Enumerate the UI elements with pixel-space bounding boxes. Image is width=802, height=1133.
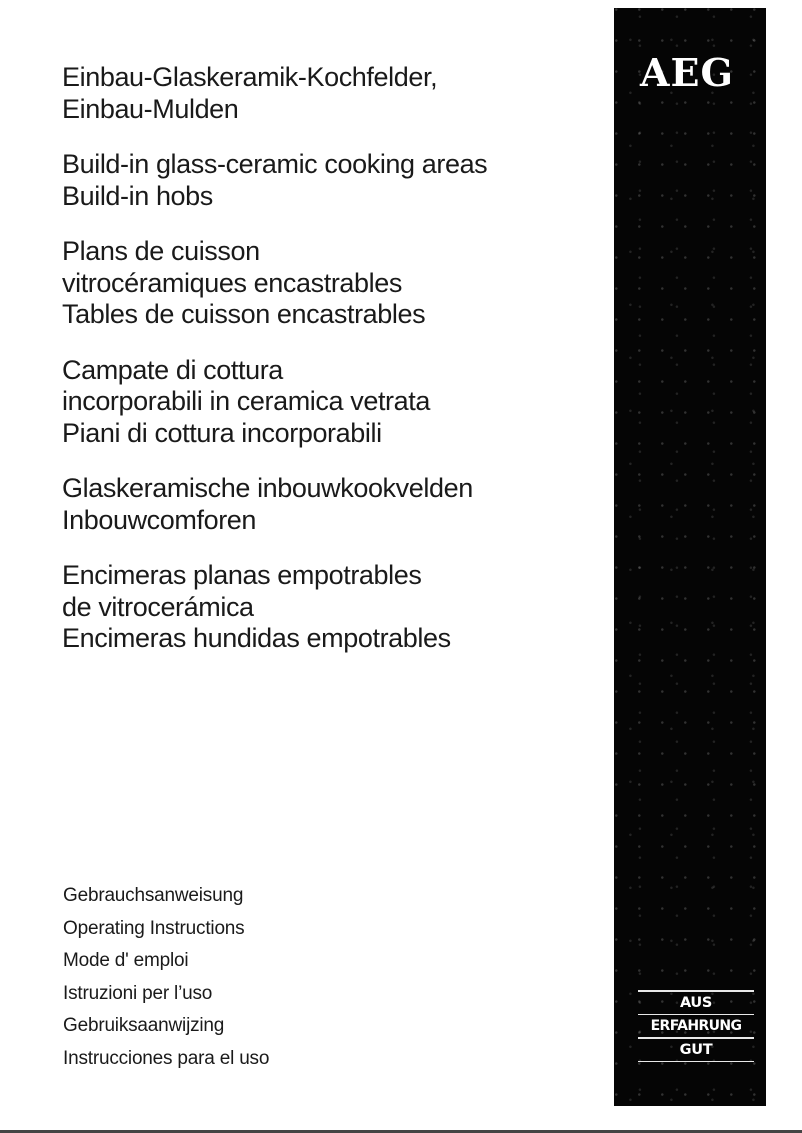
title-line: Einbau-Glaskeramik-Kochfelder, — [62, 62, 438, 92]
instructions-list — [63, 880, 269, 1075]
title-group-en — [62, 149, 602, 212]
aeg-logo: AEG — [640, 50, 734, 95]
title-group-it — [62, 355, 602, 450]
title-line: incorporabili in ceramica vetrata — [62, 386, 430, 416]
title-line: Encimeras hundidas empotrables — [62, 623, 451, 653]
title-line: Piani di cottura incorporabili — [62, 417, 382, 448]
title-line: Inbouwcomforen — [62, 504, 257, 535]
title-line: Encimeras planas empotrables — [62, 560, 422, 590]
motto-divider — [638, 1061, 754, 1063]
title-line: Campate di cottura — [62, 354, 283, 385]
title-line: Build-in hobs — [62, 180, 213, 211]
title-line: Glaskeramische inbouwkookvelden — [62, 473, 473, 503]
title-group-es — [62, 560, 602, 655]
instruction-label-de: Gebrauchsanweisung — [63, 885, 244, 906]
title-line: Plans de cuisson — [62, 236, 260, 266]
title-line: vitrocéramiques encastrables — [62, 267, 402, 298]
title-line: Tables de cuisson encastrables — [62, 299, 426, 329]
title-line: Einbau-Mulden — [62, 93, 239, 124]
motto-word: ERFAHRUNG — [650, 1018, 742, 1034]
instruction-label-it: Istruzioni per l’uso — [63, 982, 213, 1004]
brand-band — [614, 8, 766, 1106]
title-group-de — [62, 62, 602, 125]
instruction-label-en: Operating Instructions — [63, 917, 245, 939]
instruction-label-es: Instrucciones para el uso — [63, 1047, 270, 1069]
motto-word: GUT — [679, 1041, 713, 1058]
motto-block — [638, 990, 754, 1062]
instruction-label-nl: Gebruiksaanwijzing — [63, 1015, 225, 1036]
title-line: Build-in glass-ceramic cooking areas — [62, 149, 488, 179]
title-group-fr — [62, 236, 602, 331]
product-titles — [62, 62, 602, 679]
motto-word: AUS — [679, 994, 713, 1011]
title-group-nl — [62, 473, 602, 536]
instruction-label-fr: Mode d' emploi — [63, 950, 189, 971]
title-line: de vitrocerámica — [62, 591, 254, 622]
